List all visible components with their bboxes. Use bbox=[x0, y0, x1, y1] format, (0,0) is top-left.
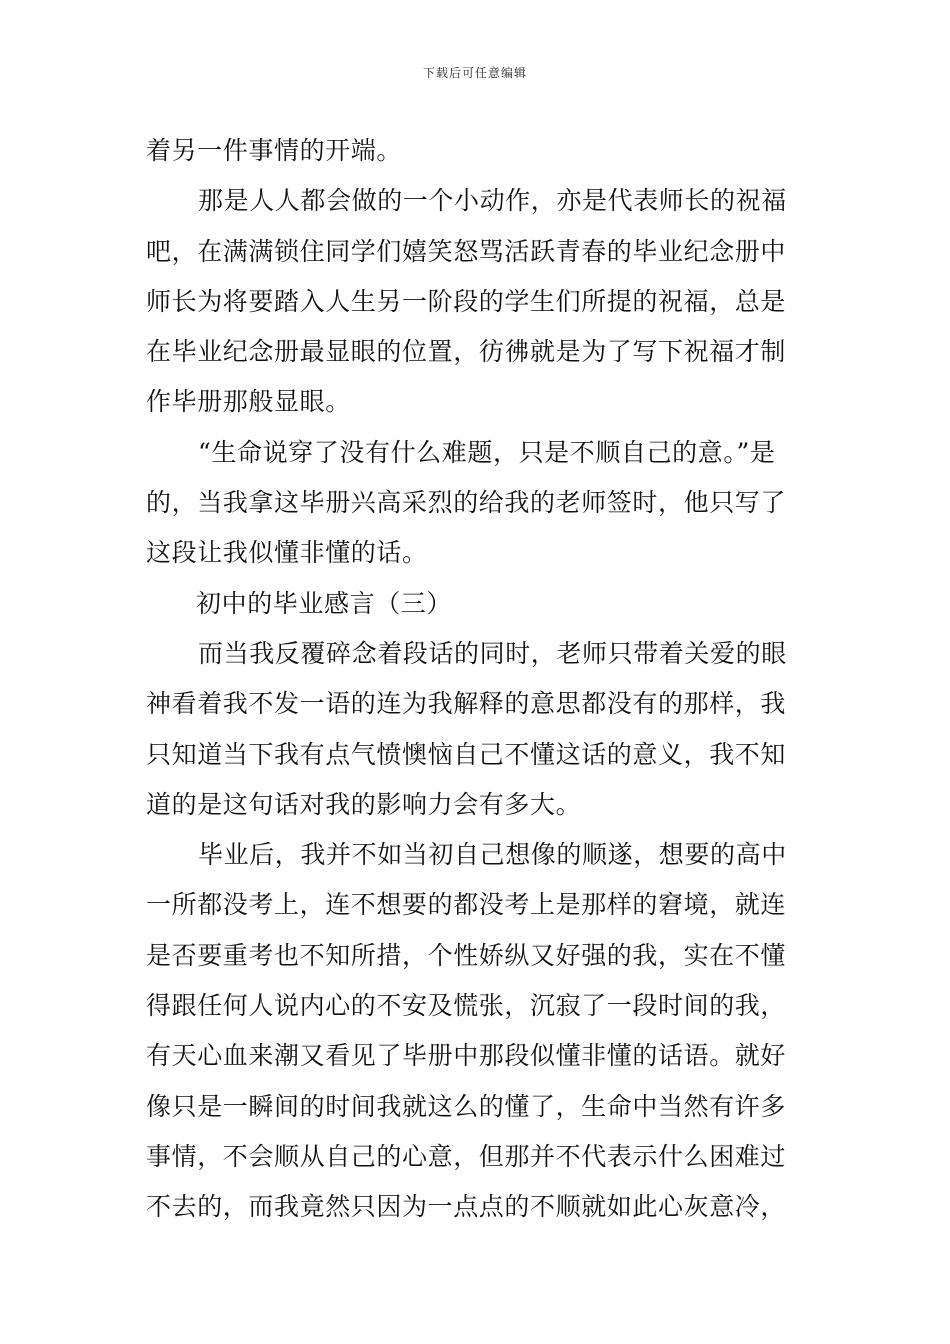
paragraph-quote: “生命说穿了没有什么难题，只是不顺自己的意。”是的，当我拿这毕册兴高采烈的给我的老师签时，他只写了这段让我似懂非懂的话。 bbox=[146, 437, 787, 568]
paragraph-continuation: 着另一件事情的开端。 bbox=[146, 136, 403, 165]
paragraph: 毕业后，我并不如当初自己想像的顺遂，想要的高中一所都没考上，连不想要的都没考上是那样的窘境，就连是否要重考也不知所措，个性娇纵又好强的我，实在不懂得跟任何人说内心的不安及慌张，沉寂了一段时间的我，有天心血来潮又看见了毕册中那段似懂非懂的话语。就好像只是一瞬间的时间我就这么的懂了，生命中当然有许多事情，不会顺从自己的心意，但那并不代表示什么困难过不去的，而我竟然只因为一点点的不顺就如此心灰意冷， bbox=[146, 840, 787, 1222]
paragraph: 而当我反覆碎念着段话的同时，老师只带着关爱的眼神看着我不发一语的连为我解释的意思都没有的那样，我只知道当下我有点气愤懊恼自己不懂这话的意义，我不知道的是这句话对我的影响力会有多大。 bbox=[146, 638, 787, 819]
page-header: 下载后可任意编辑 bbox=[422, 66, 527, 80]
section-heading: 初中的毕业感言（三） bbox=[196, 588, 453, 618]
document-body bbox=[146, 126, 806, 1233]
paragraph: 那是人人都会做的一个小动作，亦是代表师长的祝福吧，在满满锁住同学们嬉笑怒骂活跃青春的毕业纪念册中师长为将要踏入人生另一阶段的学生们所提的祝福，总是在毕业纪念册最显眼的位置，彷彿就是为了写下祝福才制作毕册那般显眼。 bbox=[146, 186, 787, 417]
